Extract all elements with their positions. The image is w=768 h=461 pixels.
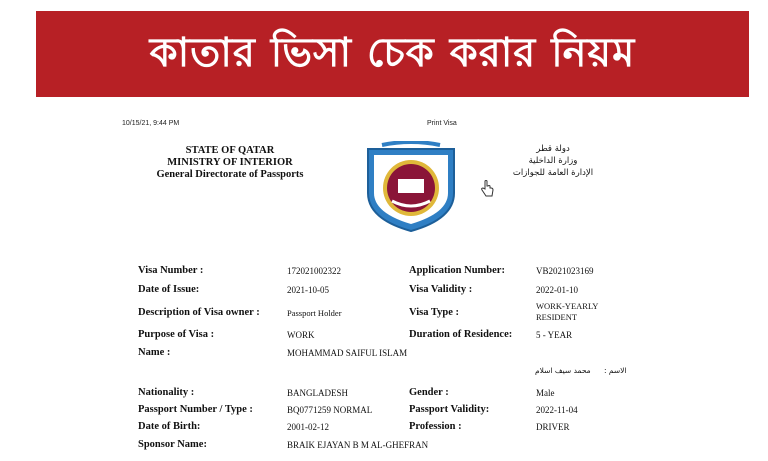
title-banner xyxy=(36,11,749,97)
banner-title: কাতার ভিসা চেক করার নিয়ম xyxy=(149,29,636,76)
visa-validity-label: Visa Validity : xyxy=(409,284,473,295)
description-value: Passport Holder xyxy=(287,308,342,318)
arabic-name-value: محمد سيف اسلام xyxy=(535,366,591,375)
ministry-emblem-icon xyxy=(362,141,460,233)
visa-number-value: 172021002322 xyxy=(287,266,341,276)
application-number-label: Application Number: xyxy=(409,265,505,276)
description-label: Description of Visa owner : xyxy=(138,307,260,318)
purpose-value: WORK xyxy=(287,330,315,340)
header-state: STATE OF QATAR xyxy=(185,145,275,156)
header-arabic-state: دولة قطر xyxy=(536,144,570,154)
header-ministry: MINISTRY OF INTERIOR xyxy=(167,157,293,168)
name-value: MOHAMMAD SAIFUL ISLAM xyxy=(287,348,408,358)
date-of-birth-label: Date of Birth: xyxy=(138,421,201,432)
header-directorate: General Directorate of Passports xyxy=(156,169,304,180)
date-of-issue-label: Date of Issue: xyxy=(138,284,200,295)
header-arabic-ministry: وزارة الداخلية xyxy=(528,156,578,166)
arabic-name-label: الاسم : xyxy=(604,366,627,375)
visa-type-value-line1: WORK-YEARLY xyxy=(536,301,599,311)
duration-value: 5 - YEAR xyxy=(536,330,573,340)
duration-label: Duration of Residence: xyxy=(409,329,513,340)
sponsor-label: Sponsor Name: xyxy=(138,439,207,450)
print-datetime: 10/15/21, 9:44 PM xyxy=(122,120,180,127)
gender-value: Male xyxy=(536,388,555,398)
header-arabic xyxy=(508,143,598,179)
date-of-issue-value: 2021-10-05 xyxy=(287,285,329,295)
hand-pointer-icon xyxy=(480,180,494,198)
passport-validity-value: 2022-11-04 xyxy=(536,405,578,415)
nationality-label: Nationality : xyxy=(138,387,195,398)
profession-label: Profession : xyxy=(409,421,462,432)
profession-value: DRIVER xyxy=(536,422,570,432)
header-english xyxy=(150,145,310,181)
name-label: Name : xyxy=(138,347,171,358)
application-number-value: VB2021023169 xyxy=(536,266,594,276)
sponsor-value: BRAIK EJAYAN B M AL-GHEFRAN xyxy=(287,440,429,450)
passport-validity-label: Passport Validity: xyxy=(409,404,490,415)
date-of-birth-value: 2001-02-12 xyxy=(287,422,329,432)
passport-number-value: BQ0771259 NORMAL xyxy=(287,405,373,415)
print-page-title: Print Visa xyxy=(427,120,457,127)
nationality-value: BANGLADESH xyxy=(287,388,349,398)
visa-type-value-line2: RESIDENT xyxy=(536,312,578,322)
passport-number-label: Passport Number / Type : xyxy=(138,404,253,415)
header-arabic-directorate: الإدارة العامة للجوازات xyxy=(512,168,594,178)
gender-label: Gender : xyxy=(409,387,449,398)
visa-validity-value: 2022-01-10 xyxy=(536,285,578,295)
purpose-label: Purpose of Visa : xyxy=(138,329,215,340)
visa-number-label: Visa Number : xyxy=(138,265,204,276)
visa-type-label: Visa Type : xyxy=(409,307,459,318)
